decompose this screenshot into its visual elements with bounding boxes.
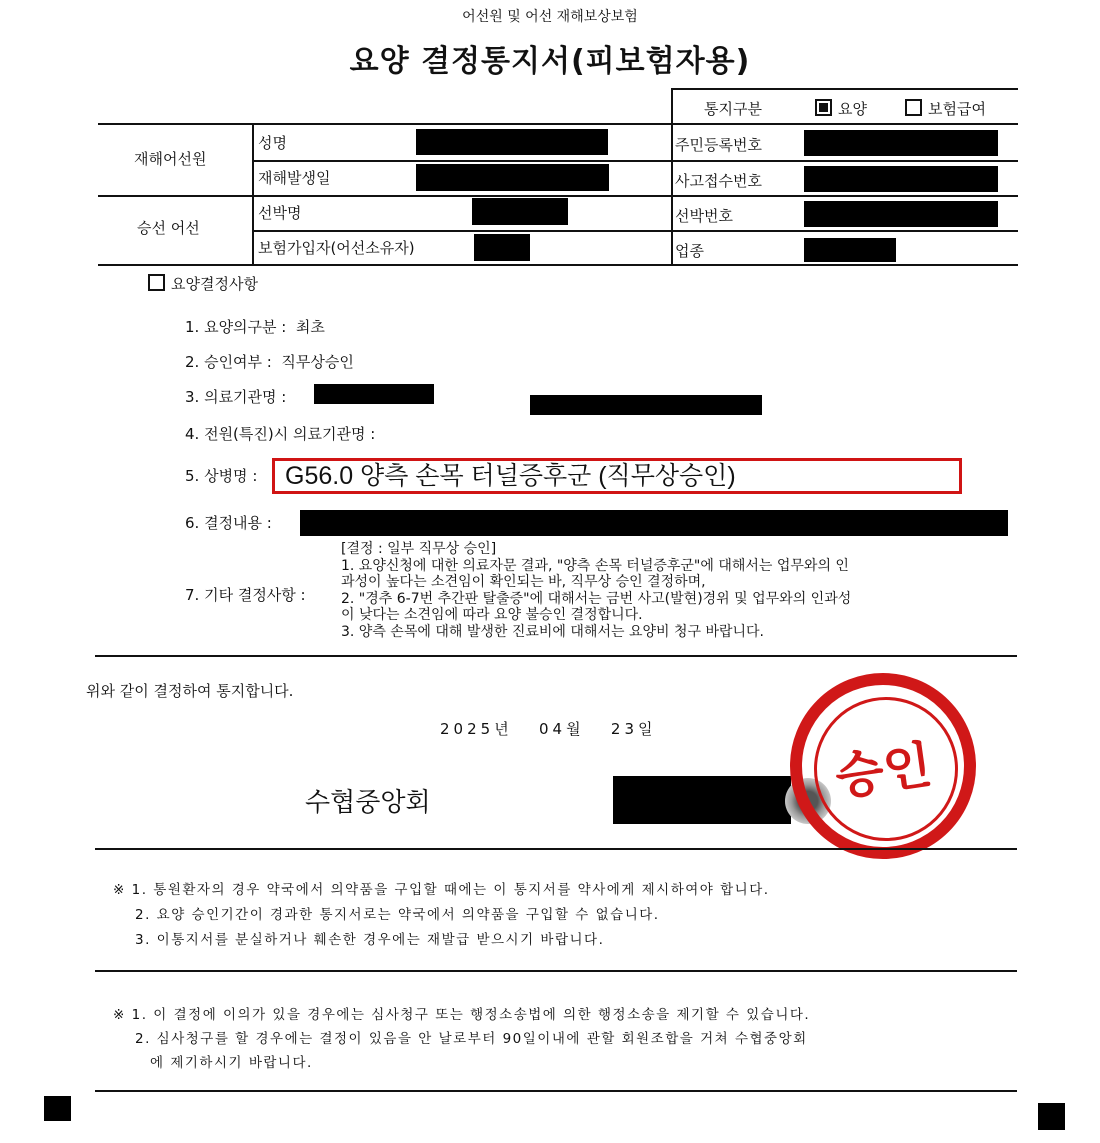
decision-item-4 <box>185 423 375 444</box>
decision-item-label: 4. 전원(특진)시 의료기관명 : <box>185 425 376 443</box>
note-line: 에 제기하시기 바랍니다. <box>150 1055 313 1071</box>
redacted-accident-date <box>416 164 609 191</box>
redacted-vessel-no <box>804 201 998 227</box>
other-decision-line: 이 낮다는 소견임에 따라 요양 불승인 결정합니다. <box>341 607 643 623</box>
note-line: ※ 1. 통원환자의 경우 약국에서 의약품을 구입할 때에는 이 통지서를 약사에게 제시하여야 합니다. <box>113 882 770 898</box>
issuer-name: 수협중앙회 <box>305 788 431 818</box>
other-decisions-text <box>341 541 851 640</box>
issue-day: 23 <box>610 720 638 738</box>
document-title: 요양 결정통지서(피보험자용) <box>349 44 751 79</box>
issue-month: 04 <box>539 720 567 738</box>
decision-item-7-label: 7. 기타 결정사항 : <box>185 586 306 604</box>
other-decision-line: 2. "경추 6-7번 추간판 탈출증"에 대해서는 금번 사고(발현)경위 및 업무와의 인과성 <box>341 590 852 607</box>
section-rule <box>95 655 1017 657</box>
report-no-label: 사고접수번호 <box>675 172 762 190</box>
redacted-signature <box>613 776 791 824</box>
decision-item-label: 2. 승인여부 : <box>185 353 272 371</box>
issue-day-unit: 일 <box>638 720 657 738</box>
industry-label: 업종 <box>675 242 704 260</box>
redacted-resident-no <box>804 130 998 156</box>
registration-mark <box>1038 1103 1065 1130</box>
notice-option-insurance-label: 보험급여 <box>928 100 986 118</box>
table-rule <box>98 123 1018 125</box>
document-subtitle: 어선원 및 어선 재해보상보험 <box>462 9 638 25</box>
section-rule <box>95 970 1017 972</box>
group-vessel-label: 승선 어선 <box>137 219 200 237</box>
unchecked-box-icon <box>905 99 922 116</box>
redacted-insured <box>474 234 530 261</box>
other-decision-line: 과성이 높다는 소견임이 확인되는 바, 직무상 승인 결정하며, <box>341 574 706 590</box>
redacted-hospital-detail <box>530 395 762 415</box>
decision-item-2 <box>185 351 354 372</box>
approval-stamp <box>790 673 976 859</box>
notice-option-care-label: 요양 <box>838 100 867 118</box>
decision-item-5-label: 5. 상병명 : <box>185 467 258 485</box>
redacted-name <box>416 129 608 155</box>
decision-item-3 <box>185 386 286 407</box>
decision-section-title-text: 요양결정사항 <box>171 275 258 293</box>
redacted-decision-content <box>300 510 1008 536</box>
decision-item-label: 1. 요양의구분 : <box>185 318 287 336</box>
issue-date <box>440 718 657 739</box>
table-top-rule <box>672 88 1018 90</box>
notice-option-care <box>815 98 867 119</box>
section-rule <box>95 848 1017 850</box>
diagnosis-highlight-box <box>272 458 962 494</box>
closing-statement: 위와 같이 결정하여 통지합니다. <box>86 682 294 700</box>
table-rule <box>671 88 673 264</box>
redacted-industry <box>804 238 896 262</box>
note-line: ※ 1. 이 결정에 이의가 있을 경우에는 심사청구 또는 행정소송법에 의한 행정소송을 제기할 수 있습니다. <box>113 1007 811 1023</box>
table-rule <box>98 264 1018 266</box>
issue-year: 2025 <box>440 720 495 738</box>
table-rule <box>252 160 1018 162</box>
checked-box-icon <box>815 99 832 116</box>
other-decision-line: 3. 양측 손목에 대해 발생한 진료비에 대해서는 요양비 청구 바랍니다. <box>341 623 765 640</box>
decision-item-value: 최초 <box>295 318 325 336</box>
table-rule <box>98 195 1018 197</box>
approval-stamp-text: 승인 <box>831 735 936 807</box>
table-rule <box>252 123 254 264</box>
decision-item-1 <box>185 316 325 337</box>
vessel-no-label: 선박번호 <box>675 207 733 225</box>
issue-year-unit: 년 <box>494 720 513 738</box>
redacted-hospital-name <box>314 384 434 404</box>
note-line: 2. 심사청구를 할 경우에는 결정이 있음을 안 날로부터 90일이내에 관할 회원조합을 거쳐 수협중앙회 <box>135 1031 808 1047</box>
decision-item-6-label: 6. 결정내용 : <box>185 514 272 532</box>
insured-label: 보험가입자(어선소유자) <box>258 239 415 257</box>
notice-type-label: 통지구분 <box>704 100 762 118</box>
group-worker-label: 재해어선원 <box>134 150 207 168</box>
notice-option-insurance <box>905 98 986 119</box>
issue-month-unit: 월 <box>566 720 585 738</box>
decision-item-value: 직무상승인 <box>281 353 354 371</box>
accident-date-label: 재해발생일 <box>258 169 331 187</box>
vessel-name-label: 선박명 <box>258 204 302 222</box>
diagnosis-value: G56.0 양측 손목 터널증후군 (직무상승인) <box>285 462 736 490</box>
section-rule <box>95 1090 1017 1092</box>
note-line: 2. 요양 승인기간이 경과한 통지서로는 약국에서 의약품을 구입할 수 없습니다. <box>135 907 660 923</box>
decision-section-title <box>148 273 258 294</box>
other-decision-line: [결정 : 일부 직무상 승인] <box>341 541 497 557</box>
redacted-vessel-name <box>472 198 568 225</box>
redacted-report-no <box>804 166 998 192</box>
table-rule <box>252 230 1018 232</box>
other-decision-line: 1. 요양신청에 대한 의료자문 결과, "양측 손목 터널증후군"에 대해서는 업무와의 인 <box>341 557 849 574</box>
decision-item-label: 3. 의료기관명 : <box>185 388 287 406</box>
unchecked-box-icon <box>148 274 165 291</box>
name-label: 성명 <box>258 134 287 152</box>
registration-mark <box>44 1096 71 1121</box>
resident-no-label: 주민등록번호 <box>675 136 762 154</box>
note-line: 3. 이통지서를 분실하거나 훼손한 경우에는 재발급 받으시기 바랍니다. <box>135 932 605 948</box>
